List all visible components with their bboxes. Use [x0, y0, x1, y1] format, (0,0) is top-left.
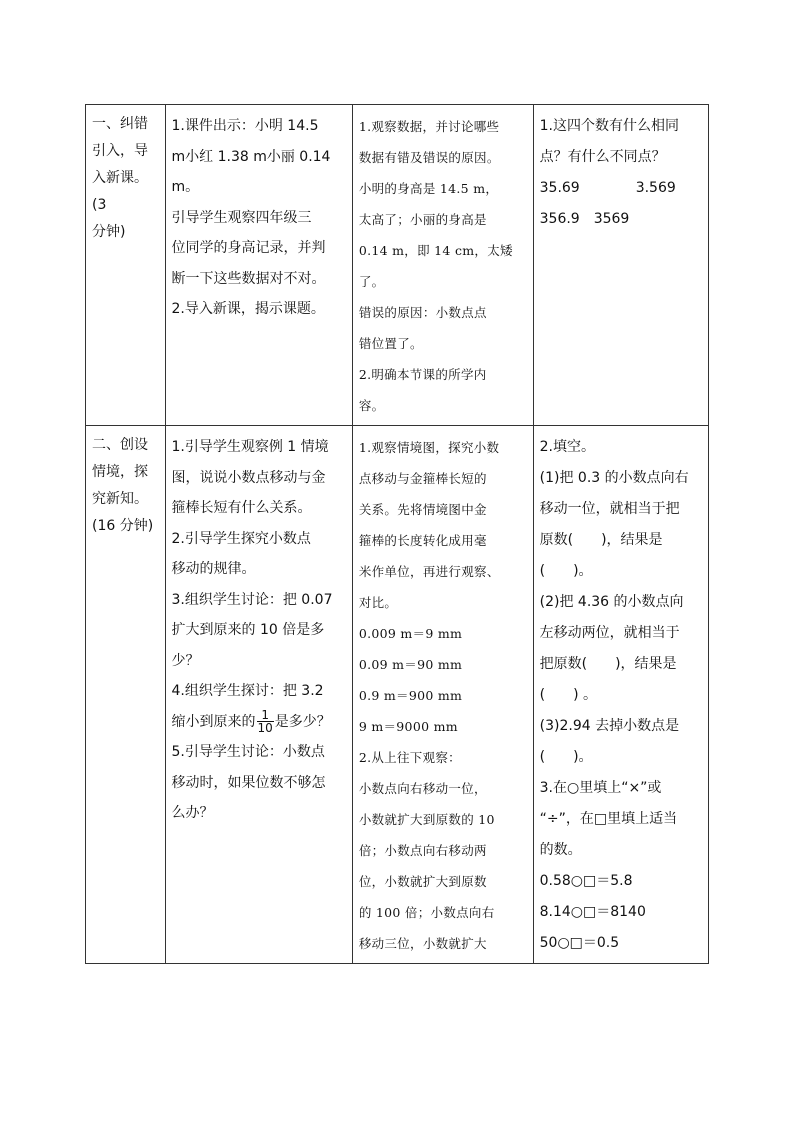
exercise-text: ( )。	[539, 563, 593, 579]
teacher-text: 2.引导学生探究小数点	[171, 530, 311, 547]
teacher-fraction-line	[172, 707, 346, 738]
student-text: 0.09 m＝90 mm	[358, 657, 463, 672]
stage-text: 一、纠错	[92, 116, 148, 132]
stage-text: 情境，探	[92, 464, 148, 480]
student-text: 小数就扩大到原数的 10	[358, 812, 495, 827]
exercise-text: (2)把 4.36 的小数点向	[539, 594, 684, 610]
student-text: 的 100 倍；小数点向右	[358, 905, 495, 920]
student-text: 米作单位，再进行观察、	[358, 564, 500, 579]
student-text: 太高了；小丽的身高是	[358, 212, 487, 227]
student-text: 箍棒的长度转化成用毫	[358, 533, 487, 548]
exercise-text: ( )。	[539, 749, 593, 765]
stage-text: 究新知。	[92, 491, 148, 507]
student-text: 1.观察情境图，探究小数	[358, 440, 500, 455]
exercise-text: “÷”，在□里填上适当	[539, 811, 678, 827]
exercise-text: ( ) 。	[539, 687, 597, 703]
lesson-plan-table	[85, 104, 709, 964]
fraction-denominator: 10	[257, 721, 273, 735]
student-text: 关系。先将情境图中金	[358, 502, 487, 517]
student-text: 2.从上往下观察：	[358, 750, 461, 765]
teacher-text: 缩小到原来的	[171, 713, 256, 730]
exercise-text: 8.14○□＝8140	[539, 904, 646, 920]
exercise-text: 移动一位，就相当于把	[539, 501, 680, 517]
teacher-text: 3.组织学生讨论：把 0.07	[171, 591, 333, 608]
stage-cell	[86, 105, 166, 426]
teacher-text: m小红 1.38 m小丽 0.14 m。	[171, 148, 335, 195]
exercise-text: 35.69 3.569	[539, 180, 676, 196]
teacher-text: 5.引导学生讨论：小数点	[171, 744, 325, 760]
teacher-text: 位同学的身高记录，并判	[171, 240, 326, 256]
student-text: 数据有错及错误的原因。	[358, 150, 500, 165]
student-activity-cell	[352, 105, 533, 426]
teacher-text: 2.导入新课，揭示课题。	[171, 301, 325, 317]
student-text: 小数点向右移动一位，	[358, 781, 487, 796]
stage-text: (16 分钟)	[92, 518, 154, 534]
stage-text: 二、创设	[92, 437, 148, 453]
student-text: 2.明确本节课的所学内	[358, 367, 487, 382]
exercise-text: 2.填空。	[539, 439, 595, 455]
exercise-text: (3)2.94 去掉小数点是	[539, 718, 680, 734]
stage-text: 入新课。(3	[92, 170, 148, 213]
student-text: 0.9 m＝900 mm	[358, 688, 463, 703]
fraction	[257, 709, 274, 734]
student-text: 容。	[358, 398, 385, 413]
student-text: 移动三位，小数就扩大	[358, 936, 487, 951]
teacher-text: 扩大到原来的 10 倍是多	[171, 622, 325, 638]
fraction-numerator: 1	[257, 709, 274, 722]
teacher-text: 断一下这些数据对不对。	[171, 270, 326, 287]
exercise-cell	[533, 426, 708, 964]
exercise-text: 50○□＝0.5	[539, 935, 620, 951]
table-row	[86, 105, 709, 426]
exercise-text: 1.这四个数有什么相同	[539, 118, 679, 134]
exercise-text: 左移动两位，就相当于	[539, 625, 680, 641]
teacher-text: 是多少？	[274, 713, 331, 730]
teacher-text: 么办？	[171, 805, 214, 821]
stage-text: 引入，导	[92, 143, 148, 159]
exercise-text: 把原数( )，结果是	[539, 656, 677, 672]
student-text: 0.14 m，即 14 cm，太矮	[358, 243, 513, 258]
exercise-text: 0.58○□＝5.8	[539, 873, 633, 889]
teacher-text: 引导学生观察四年级三	[171, 209, 312, 226]
student-activity-cell	[352, 426, 533, 964]
teacher-text: 1.课件出示：小明 14.5	[171, 118, 319, 134]
student-text: 小明的身高是 14.5 m，	[358, 181, 499, 196]
student-text: 9 m＝9000 mm	[358, 719, 458, 734]
student-text: 错误的原因：小数点点	[358, 305, 487, 320]
teacher-text: 少？	[171, 652, 200, 669]
exercise-cell	[533, 105, 708, 426]
stage-cell	[86, 426, 166, 964]
student-text: 点移动与金箍棒长短的	[358, 471, 487, 486]
teacher-text: 1.引导学生观察例 1 情境	[171, 439, 329, 455]
teacher-activity-cell	[165, 426, 352, 964]
student-text: 位，小数就扩大到原数	[358, 874, 487, 889]
teacher-text: 移动的规律。	[171, 561, 256, 577]
student-text: 错位置了。	[358, 336, 423, 351]
teacher-text: 图，说说小数点移动与金	[171, 469, 326, 486]
exercise-text: 356.9 3569	[539, 211, 630, 227]
student-text: 0.009 m＝9 mm	[358, 626, 463, 641]
exercise-text: 点？有什么不同点？	[539, 149, 666, 165]
teacher-text: 4.组织学生探讨：把 3.2	[171, 683, 324, 699]
student-text: 了。	[358, 274, 385, 289]
table-row	[86, 426, 709, 964]
teacher-activity-cell	[165, 105, 352, 426]
exercise-text: 3.在○里填上“×”或	[539, 780, 662, 796]
student-text: 倍；小数点向右移动两	[358, 843, 487, 858]
exercise-text: 原数( )，结果是	[539, 532, 663, 548]
teacher-text: 移动时，如果位数不够怎	[171, 774, 326, 791]
student-text: 对比。	[358, 595, 398, 610]
teacher-text: 箍棒长短有什么关系。	[171, 500, 312, 516]
exercise-text: (1)把 0.3 的小数点向右	[539, 470, 689, 486]
stage-text: 分钟)	[92, 224, 126, 240]
student-text: 1.观察数据，并讨论哪些	[358, 119, 500, 134]
exercise-text: 的数。	[539, 842, 582, 858]
